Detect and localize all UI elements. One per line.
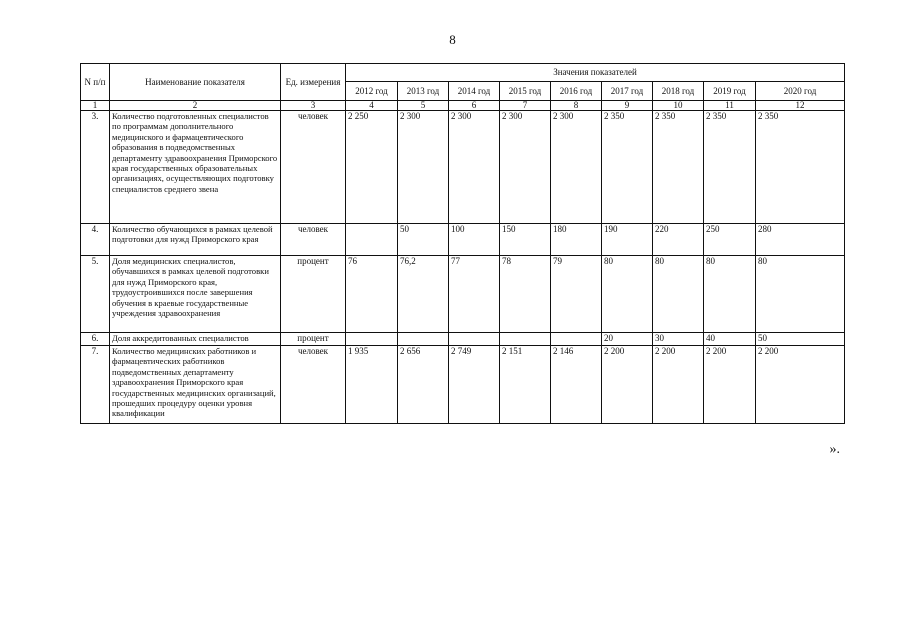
value-cell: 2 200 — [704, 346, 756, 424]
row-number: 6. — [81, 333, 110, 346]
table-row — [81, 111, 845, 224]
value-cell: 2 300 — [551, 111, 602, 224]
header-unit: Ед. измерения — [281, 64, 346, 101]
value-cell — [398, 333, 449, 346]
value-cell: 2 200 — [602, 346, 653, 424]
value-cell: 80 — [602, 256, 653, 333]
row-number: 5. — [81, 256, 110, 333]
header-year: 2012 год — [346, 82, 398, 101]
value-cell: 79 — [551, 256, 602, 333]
column-number: 9 — [602, 101, 653, 111]
unit-cell: человек — [281, 224, 346, 256]
column-number: 6 — [449, 101, 500, 111]
value-cell: 2 146 — [551, 346, 602, 424]
value-cell: 100 — [449, 224, 500, 256]
value-cell: 190 — [602, 224, 653, 256]
table-row — [81, 224, 845, 256]
value-cell — [346, 224, 398, 256]
column-number: 5 — [398, 101, 449, 111]
value-cell: 78 — [500, 256, 551, 333]
value-cell — [449, 333, 500, 346]
indicator-name: Количество обучающихся в рамках целевой подготовки для нужд Приморского края — [110, 224, 281, 256]
indicators-table — [80, 63, 845, 424]
unit-cell: процент — [281, 256, 346, 333]
value-cell: 80 — [756, 256, 845, 333]
value-cell: 2 200 — [756, 346, 845, 424]
value-cell: 40 — [704, 333, 756, 346]
value-cell: 2 200 — [653, 346, 704, 424]
indicator-name: Количество подготовленных специалистов по программам дополнительного медицинского и фармацевтического образования в подведомственных департаменту здравоохранения Приморского края государственных образовательных организациях, осуществляющих подготовку специалистов среднего звена — [110, 111, 281, 224]
unit-cell: человек — [281, 111, 346, 224]
value-cell: 250 — [704, 224, 756, 256]
value-cell — [500, 333, 551, 346]
value-cell: 2 151 — [500, 346, 551, 424]
header-year: 2018 год — [653, 82, 704, 101]
value-cell: 150 — [500, 224, 551, 256]
value-cell: 76 — [346, 256, 398, 333]
value-cell: 2 350 — [602, 111, 653, 224]
table-row — [81, 346, 845, 424]
header-year: 2017 год — [602, 82, 653, 101]
row-number: 4. — [81, 224, 110, 256]
header-values-group: Значения показателей — [346, 64, 845, 82]
value-cell: 2 749 — [449, 346, 500, 424]
value-cell: 2 350 — [653, 111, 704, 224]
value-cell: 2 656 — [398, 346, 449, 424]
value-cell: 180 — [551, 224, 602, 256]
header-year: 2016 год — [551, 82, 602, 101]
table-row — [81, 333, 845, 346]
column-number: 4 — [346, 101, 398, 111]
value-cell: 50 — [756, 333, 845, 346]
header-year: 2013 год — [398, 82, 449, 101]
unit-cell: человек — [281, 346, 346, 424]
value-cell: 2 300 — [500, 111, 551, 224]
value-cell: 2 350 — [756, 111, 845, 224]
value-cell: 2 300 — [449, 111, 500, 224]
header-num: N п/п — [81, 64, 110, 101]
value-cell: 220 — [653, 224, 704, 256]
value-cell: 2 350 — [704, 111, 756, 224]
column-number: 7 — [500, 101, 551, 111]
value-cell: 20 — [602, 333, 653, 346]
column-number-row — [81, 101, 845, 111]
table-row — [81, 256, 845, 333]
column-number: 3 — [281, 101, 346, 111]
value-cell: 2 300 — [398, 111, 449, 224]
row-number: 3. — [81, 111, 110, 224]
value-cell: 77 — [449, 256, 500, 333]
value-cell: 1 935 — [346, 346, 398, 424]
value-cell — [346, 333, 398, 346]
column-number: 12 — [756, 101, 845, 111]
value-cell: 80 — [704, 256, 756, 333]
value-cell: 280 — [756, 224, 845, 256]
column-number: 1 — [81, 101, 110, 111]
indicator-name: Доля аккредитованных специалистов — [110, 333, 281, 346]
row-number: 7. — [81, 346, 110, 424]
value-cell: 30 — [653, 333, 704, 346]
indicator-name: Доля медицинских специалистов, обучавшихся в рамках целевой подготовки для нужд Приморского края, трудоустроившихся после завершения обучения в краевые государственные учреждения здравоохранения — [110, 256, 281, 333]
page-number: 8 — [449, 32, 456, 47]
value-cell: 50 — [398, 224, 449, 256]
header-year: 2015 год — [500, 82, 551, 101]
header-year: 2019 год — [704, 82, 756, 101]
value-cell: 2 250 — [346, 111, 398, 224]
value-cell: 80 — [653, 256, 704, 333]
unit-cell: процент — [281, 333, 346, 346]
value-cell — [551, 333, 602, 346]
header-name: Наименование показателя — [110, 64, 281, 101]
column-number: 8 — [551, 101, 602, 111]
header-year: 2020 год — [756, 82, 845, 101]
value-cell: 76,2 — [398, 256, 449, 333]
column-number: 2 — [110, 101, 281, 111]
indicator-name: Количество медицинских работников и фармацевтических работников подведомственных департаменту здравоохранения Приморского края государственных медицинских организаций, прошедших процедуру оценки уровня квалификации — [110, 346, 281, 424]
column-number: 10 — [653, 101, 704, 111]
header-year: 2014 год — [449, 82, 500, 101]
column-number: 11 — [704, 101, 756, 111]
closing-quote-mark: ». — [829, 442, 840, 457]
